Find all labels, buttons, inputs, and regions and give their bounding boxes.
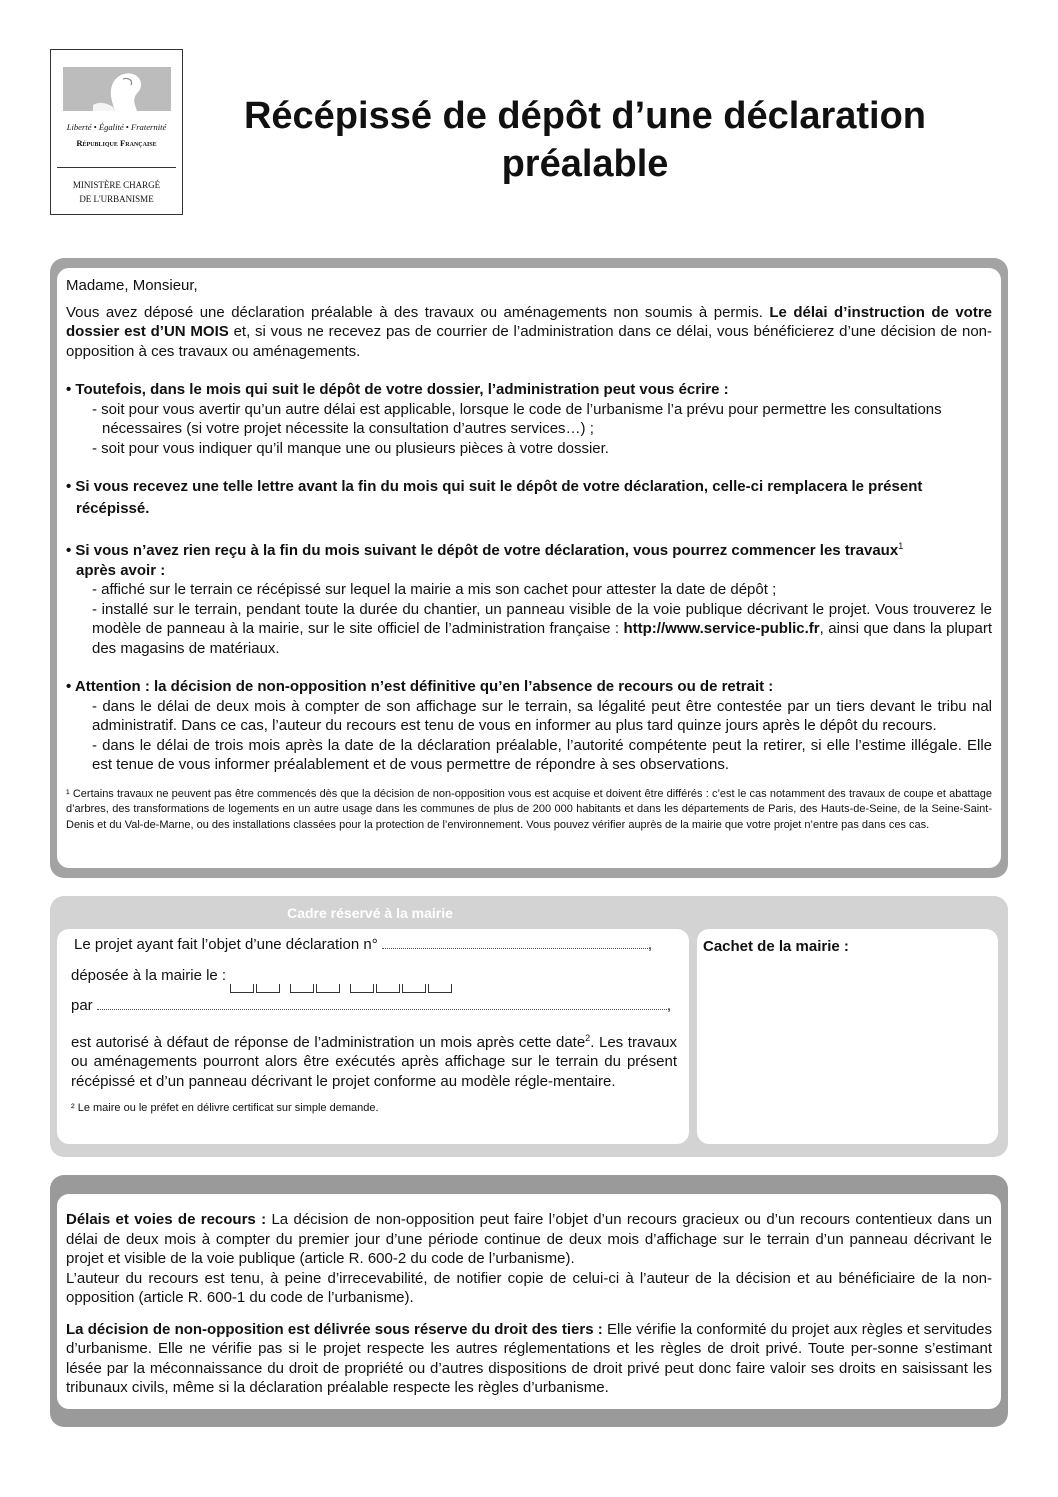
recours-paragraph-1 xyxy=(66,1210,992,1269)
cadre-para-b: . Les travaux ou aménagements pourront alors être exécutés après affichage sur le terrain du présent récépissé et d’un panneau décrivant le projet conforme au modèle régle-mentaire. xyxy=(71,1033,677,1090)
cadre-line3 xyxy=(71,996,677,1016)
section1-head xyxy=(66,380,992,400)
section3-item1: - affiché sur le terrain ce récépissé sur lequel la mairie a mis son cachet pour attester la date de dépôt ; xyxy=(92,581,777,598)
section2-head-b-line xyxy=(66,499,992,519)
section1-head-text: • Toutefois, dans le mois qui suit le dépôt de votre dossier, l’administration peut vous écrire : xyxy=(66,381,729,398)
par-label: par xyxy=(71,997,93,1014)
title-line1: Récépissé de dépôt d’une déclaration xyxy=(243,95,927,137)
service-public-link[interactable]: http://www.service-public.fr xyxy=(623,620,820,637)
section3-item2-a: - installé sur le terrain, pendant toute la durée du chantier, un panneau visible de la voie publique décrivant le projet. Vous trouverez le modèle de panneau à la mairie, sur le site officiel de l’administration française : xyxy=(92,600,992,637)
ministere xyxy=(51,178,182,206)
ministere-line1: MINISTÈRE CHARGÉ xyxy=(72,180,161,190)
republique-logo xyxy=(50,49,183,215)
salutation: Madame, Monsieur, xyxy=(66,277,198,294)
recours-text: La décision de non-opposition peut faire l’objet d’un recours gracieux ou d’un recours contentieux dans un délai de deux mois à compter du premier jour d’une période continue de deux mois d’affichage sur le terrain d’un panneau décrivant le projet et visible de la voie publique (article R. 600-2 du code de l’urbanisme). xyxy=(66,1211,992,1267)
cachet-label: Cachet de la mairie : xyxy=(703,938,849,955)
intro-text-a: Vous avez déposé une déclaration préalable à des travaux ou aménagements non soumis à permis. xyxy=(66,303,770,321)
date-day-box xyxy=(256,984,280,993)
droit-tiers-head: La décision de non-opposition est délivrée sous réserve du droit des tiers : xyxy=(66,1320,603,1338)
cadre-para-a: est autorisé à défaut de réponse de l’administration un mois après cette date xyxy=(71,1033,586,1051)
intro-paragraph xyxy=(66,303,992,362)
date-month-box xyxy=(290,984,314,993)
line3-comma: , xyxy=(666,997,672,1014)
section2-head xyxy=(66,477,992,497)
section2-head-b: récépissé. xyxy=(76,499,150,517)
footnote-ref-2: 2 xyxy=(585,1032,591,1043)
date-month-box xyxy=(316,984,340,993)
footnote-ref-1: 1 xyxy=(898,541,904,551)
date-year-box xyxy=(376,984,400,993)
section4-head-text: • Attention : la décision de non-opposition n’est définitive qu’en l’absence de recours ou de retrait : xyxy=(66,678,774,695)
cadre-line2 xyxy=(71,966,677,986)
logo-divider xyxy=(57,167,176,168)
section3-head xyxy=(66,537,992,561)
footnote-2: ² Le maire ou le préfet en délivre certificat sur simple demande. xyxy=(71,1102,379,1114)
page-title xyxy=(200,92,970,188)
declaration-number-label: Le projet ayant fait l’objet d’une déclaration n° xyxy=(74,936,378,953)
ministere-line2: DE L'URBANISME xyxy=(79,194,154,204)
main-content xyxy=(57,268,1001,868)
footnote-1: ¹ Certains travaux ne peuvent pas être commencés dès que la décision de non-opposition vous est acquise et doivent être différés : c’est le cas notamment des travaux de coupe et abattage d’arbres, des transformations de logements en un autre usage dans les communes de plus de 200 000 habitants et dans les départements de Paris, des Hauts-de-Seine, de la Seine-Saint-Denis et du Val-de-Marne, ou des installations classées pour la protection de l’environnement. Vous pouvez vérifier auprès de la mairie que votre projet n’entre pas dans ces cas. xyxy=(66,787,992,831)
section1-item1b: nécessaires (si votre projet nécessite la consultation d’autres services…) ; xyxy=(102,420,594,437)
date-year-box xyxy=(428,984,452,993)
section1-item2: - soit pour vous indiquer qu’il manque une ou plusieurs pièces à votre dossier. xyxy=(92,439,609,457)
section4-head xyxy=(66,677,992,697)
droit-tiers-text: Elle vérifie la conformité du projet aux règles et servitudes d’urbanisme. Elle ne vérifie pas si le projet respecte les autres réglementations et les règles de droit privé. Toute per-sonne s’estimant lésée par la méconnaissance du droit de propriété ou d’autres dispositions de droit privé peut donc faire valoir ses droits en saisissant les tribunaux civils, même si la déclaration préalable respecte les règles d’urbanisme. xyxy=(66,1320,992,1396)
recours-paragraph-2 xyxy=(66,1320,992,1398)
section3-head-b: après avoir : xyxy=(76,561,166,579)
cadre-paragraph xyxy=(71,1029,677,1092)
date-year-box xyxy=(350,984,374,993)
section3-head-b-line xyxy=(66,561,992,581)
applicant-field[interactable] xyxy=(97,997,667,1010)
recours-head: Délais et voies de recours : xyxy=(66,1211,267,1228)
date-day-box xyxy=(230,984,254,993)
cadre-title: Cadre réservé à la mairie xyxy=(287,905,453,921)
section4-item1: - dans le délai de deux mois à compter de son affichage sur le terrain, sa légalité peut être contestée par un tiers devant le tribu nal administratif. Dans ce cas, l’auteur du recours est tenu de vous en informer au plus tard quinze jours après le dépôt du recours. xyxy=(92,697,992,734)
deposit-date-label: déposée à la mairie le : xyxy=(71,966,227,984)
cadre-form xyxy=(57,929,689,1144)
date-year-box xyxy=(402,984,426,993)
recours-content xyxy=(57,1194,1001,1409)
cadre-line1 xyxy=(71,935,677,955)
republique-francaise: République Française xyxy=(76,138,157,148)
cachet-box xyxy=(697,929,998,1144)
section2-head-text: • Si vous recevez une telle lettre avant la fin du mois qui suit le dépôt de votre déclaration, celle-ci remplacera le présent xyxy=(66,478,923,495)
line1-comma: , xyxy=(647,936,653,953)
section4-item2: - dans le délai de trois mois après la date de la déclaration préalable, l’autorité compétente peut la retirer, si elle l’estime illégale. Elle est tenue de vous informer préalablement et de vous permettre de répondre à ses observations. xyxy=(92,736,992,773)
devise: Liberté • Égalité • Fraternité xyxy=(66,122,167,132)
marianne-icon xyxy=(63,67,171,111)
deposit-date-field[interactable] xyxy=(230,973,454,985)
intro-text-bold: Le délai d’instruction de votre dossier est d’UN MOIS xyxy=(66,303,992,340)
section3-head-text: • Si vous n’avez rien reçu à la fin du mois suivant le dépôt de votre déclaration, vous pourrez commencer les travaux xyxy=(66,542,899,559)
intro-text-c: et, si vous ne recevez pas de courrier de l’administration dans ce délai, vous bénéficierez d’une décision de non-opposition à ces travaux ou aménagements. xyxy=(66,323,992,360)
section3-item2-b: , ainsi que dans la plupart des magasins de matériaux. xyxy=(92,620,992,657)
recours-paragraph-1b: L’auteur du recours est tenu, à peine d’irrecevabilité, de notifier copie de celui-ci à l’auteur de la décision et au bénéficiaire de la non-opposition (article R. 600-1 du code de l’urbanisme). xyxy=(66,1269,992,1306)
section3-item2 xyxy=(66,600,992,659)
declaration-number-field[interactable] xyxy=(382,936,648,949)
title-line2: préalable xyxy=(501,143,669,185)
section1-item1: - soit pour vous avertir qu’un autre délai est applicable, lorsque le code de l’urbanisme l’a prévu pour permettre les consultations xyxy=(92,400,942,418)
